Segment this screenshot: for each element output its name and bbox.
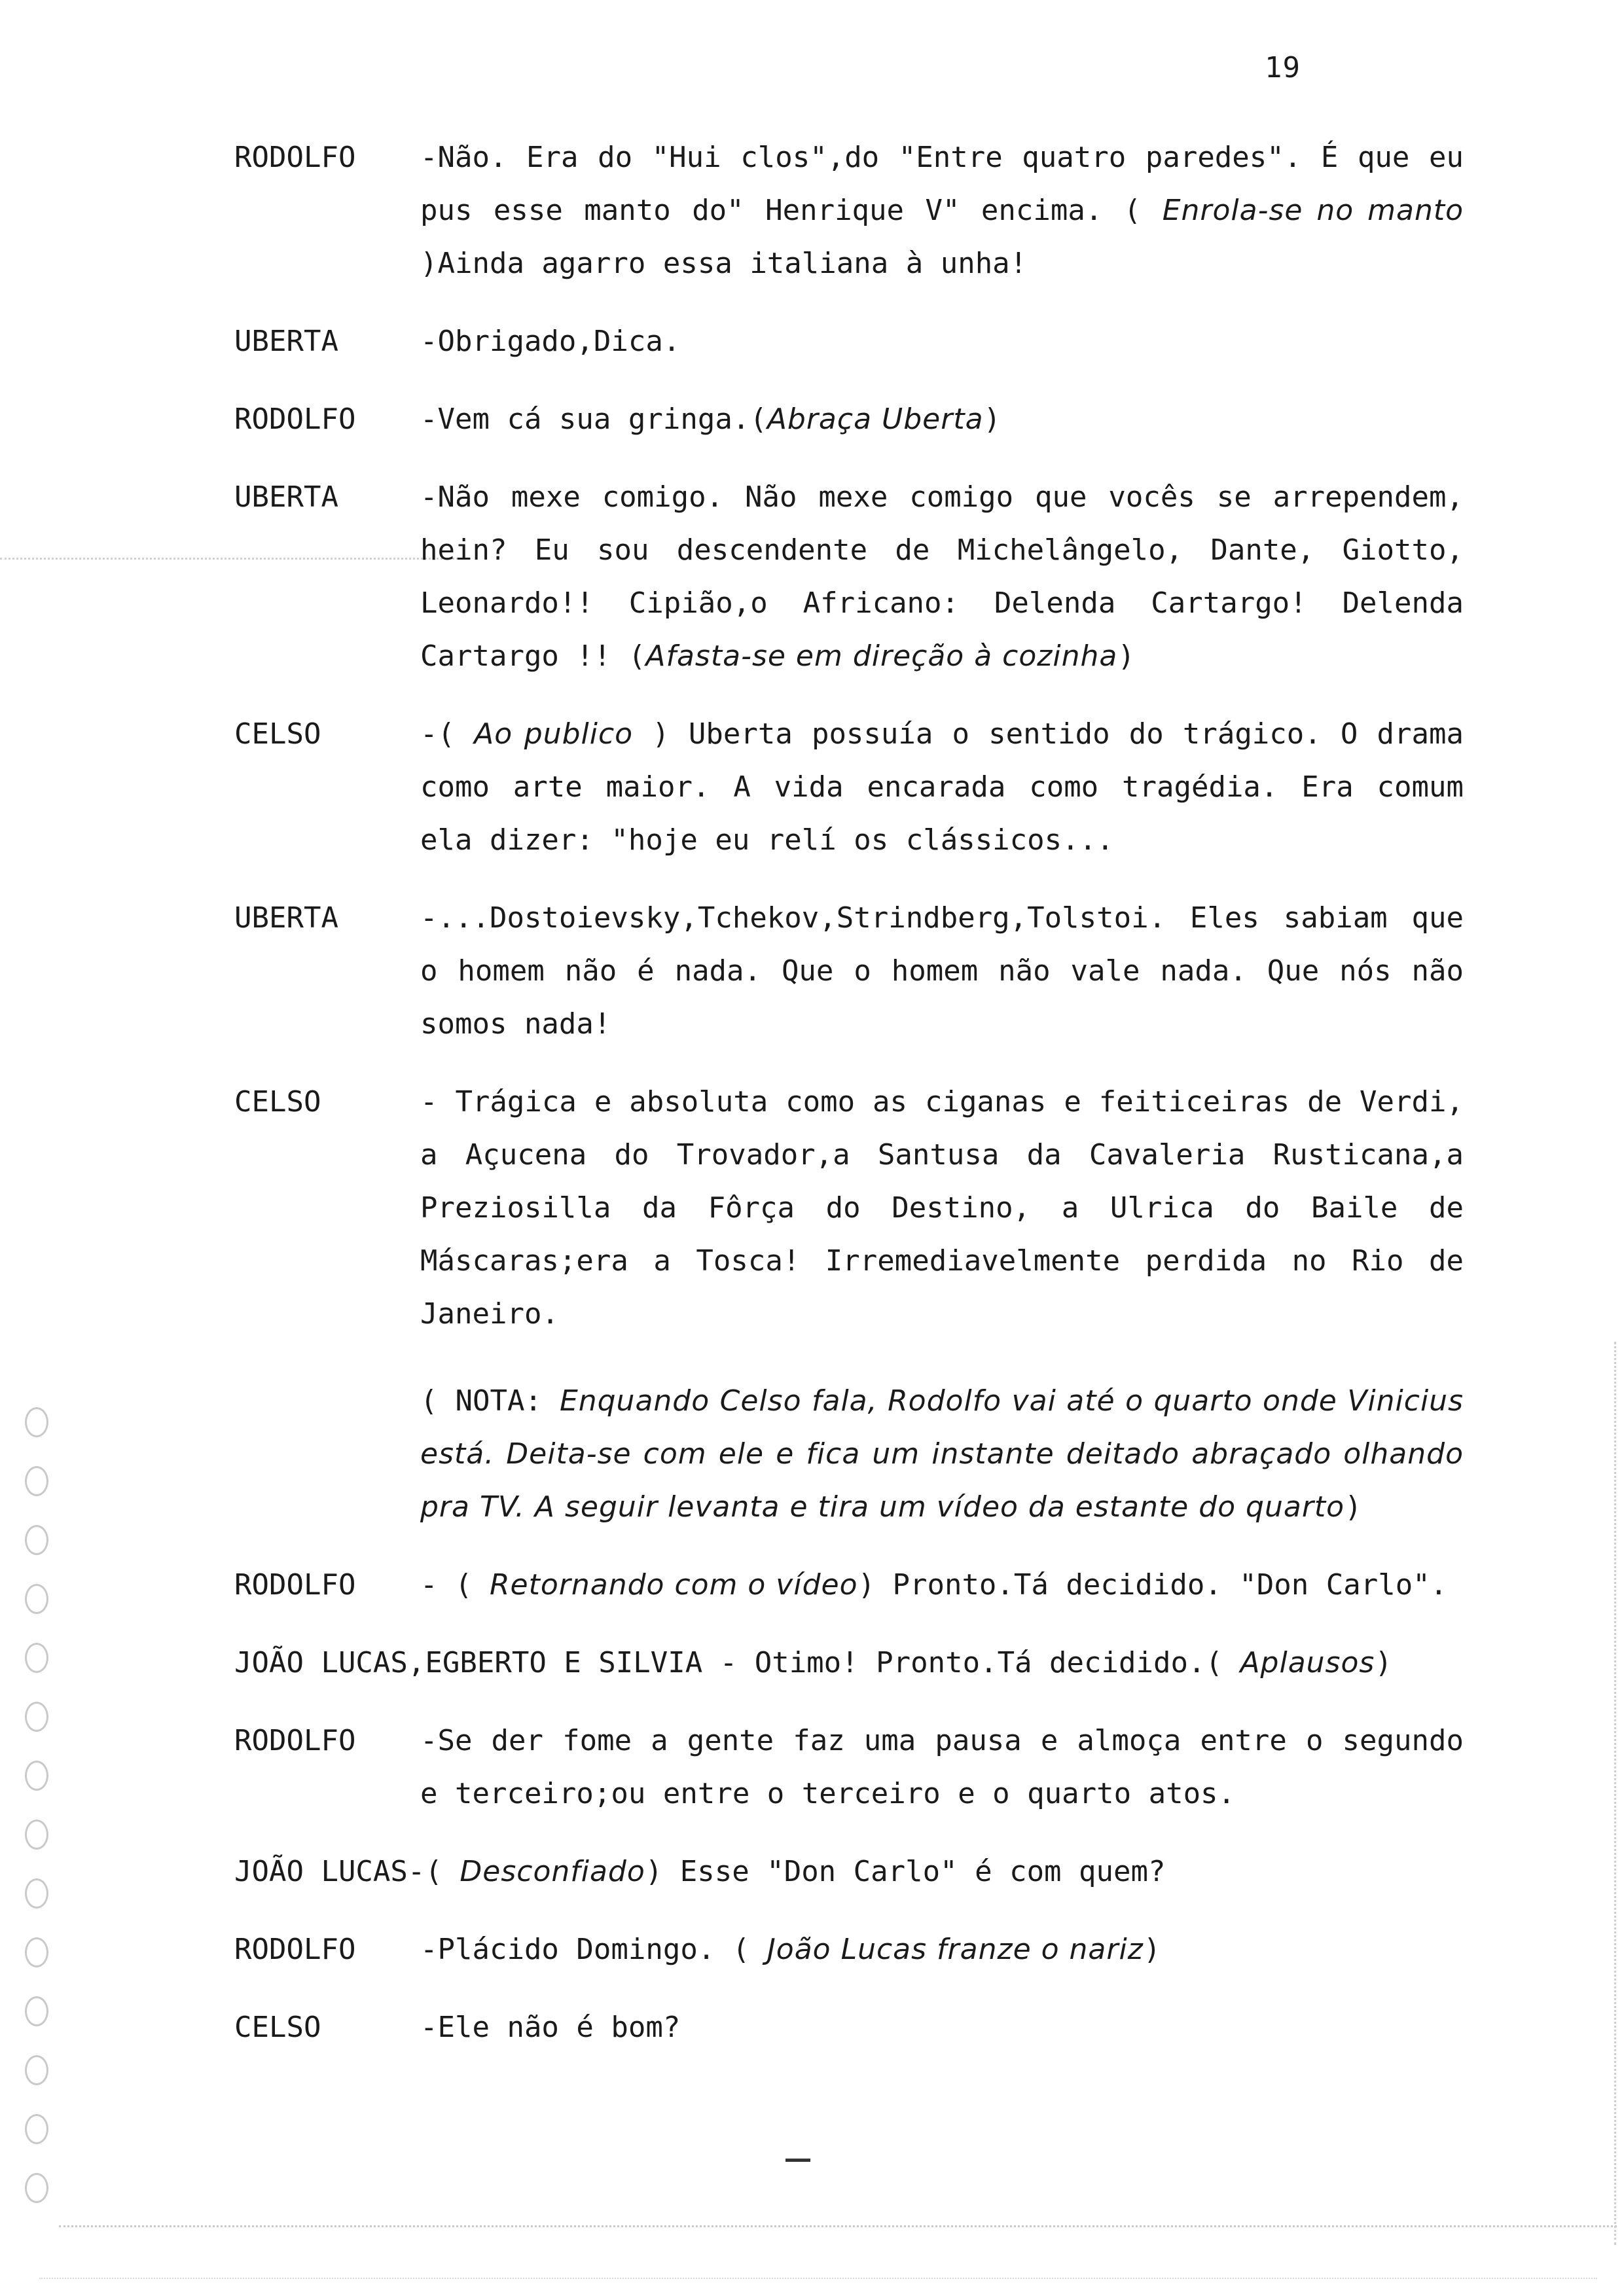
- speech-text: [420, 315, 1464, 368]
- binding-hole: [25, 1525, 48, 1555]
- script-line: [234, 708, 1478, 867]
- binding-hole: [25, 1466, 48, 1496]
- binding-hole: [25, 1584, 48, 1614]
- speech-segment: -Se der fome a gente faz uma pausa e almoça entre o segundo e terceiro;ou entre o terceiro e o quarto atos.: [420, 1724, 1464, 1810]
- page-edge-line: [39, 2278, 1597, 2279]
- binding-hole: [25, 1996, 48, 2026]
- binding-hole: [25, 2114, 48, 2144]
- stage-direction: Enquando Celso fala, Rodolfo vai até o quarto onde Vinicius está. Deita-se com ele e fica um instante deitado abraçado olhando pra TV. A seguir levanta e tira um vídeo da estante do quarto: [420, 1384, 1464, 1524]
- binding-hole: [25, 2173, 48, 2203]
- binding-hole: [25, 1820, 48, 1850]
- speaker-name: CELSO: [234, 1085, 321, 1119]
- speech-segment: ): [1117, 639, 1135, 673]
- stage-direction: Retornando com o vídeo: [489, 1568, 858, 1602]
- speaker-name: RODOLFO: [234, 1933, 356, 1966]
- script-line: [234, 1558, 1478, 1611]
- binding-hole: [25, 2055, 48, 2085]
- speech-segment: -Não. Era do "Hui clos",do "Entre quatro paredes". É que eu pus esse manto do" Henrique V" encima. (: [420, 141, 1464, 227]
- speaker-name: CELSO: [234, 717, 321, 751]
- script-line: [234, 1714, 1478, 1820]
- speech-segment: - (: [420, 1568, 490, 1602]
- script-line: [234, 1636, 1478, 1689]
- script-line: [234, 393, 1478, 446]
- speech-segment: ) Uberta possuía o sentido do trágico. O drama como arte maior. A vida encarada como tragédia. Era comum ela dizer: "hoje eu relí os clássicos...: [420, 717, 1464, 857]
- speaker-name: RODOLFO: [234, 403, 356, 436]
- stage-direction: Desconfiado: [460, 1855, 645, 1888]
- stage-direction: Ao publico: [474, 717, 634, 751]
- script-line: [234, 1075, 1478, 1340]
- binding-hole: [25, 1643, 48, 1673]
- script-body: [234, 131, 1478, 2054]
- speech-segment: JOÃO LUCAS-(: [234, 1855, 460, 1888]
- speech-text: [420, 471, 1464, 683]
- speech-text: [420, 891, 1464, 1050]
- speaker-name: CELSO: [234, 2011, 321, 2044]
- page-edge-line: [1614, 1342, 1616, 2245]
- speech-segment: ) Esse "Don Carlo" é com quem?: [645, 1855, 1166, 1888]
- speech-segment: JOÃO LUCAS,EGBERTO E SILVIA - Otimo! Pronto.Tá decidido.(: [234, 1646, 1240, 1679]
- speech-segment: )Ainda agarro essa italiana à unha!: [420, 247, 1028, 280]
- script-line: [234, 315, 1478, 368]
- ink-mark: [785, 2159, 810, 2162]
- binding-hole: [25, 1878, 48, 1909]
- stage-direction: Enrola-se no manto: [1162, 194, 1464, 227]
- speech-segment: ): [1375, 1646, 1392, 1679]
- speech-segment: -Obrigado,Dica.: [420, 325, 681, 358]
- speech-segment: -Ele não é bom?: [420, 2011, 681, 2044]
- binding-hole: [25, 1761, 48, 1791]
- speech-segment: ): [1143, 1933, 1161, 1966]
- stage-direction: Abraça Uberta: [767, 403, 984, 436]
- binding-hole: [25, 1702, 48, 1732]
- speech-segment: -Plácido Domingo. (: [420, 1933, 767, 1966]
- speaker-name: UBERTA: [234, 901, 338, 935]
- speech-text: [420, 393, 1464, 446]
- script-line: [234, 2001, 1478, 2054]
- script-line: [234, 1845, 1478, 1898]
- page-edge-line: [59, 2225, 1617, 2227]
- speech-text: [420, 1923, 1464, 1976]
- stage-direction: Aplausos: [1240, 1646, 1375, 1679]
- script-line: [234, 131, 1478, 290]
- note-text: [420, 1374, 1464, 1534]
- speech-segment: -...Dostoievsky,Tchekov,Strindberg,Tolstoi. Eles sabiam que o homem não é nada. Que o homem não vale nada. Que nós não somos nada!: [420, 901, 1464, 1041]
- speech-text: [420, 131, 1464, 290]
- binding-hole: [25, 1407, 48, 1437]
- speech-segment: ) Pronto.Tá decidido. "Don Carlo".: [857, 1568, 1448, 1602]
- speech-text: [420, 2001, 1464, 2054]
- page-number: 19: [1265, 51, 1301, 84]
- speaker-name: UBERTA: [234, 325, 338, 358]
- script-line: [234, 1923, 1478, 1976]
- speech-segment: - Trágica e absoluta como as ciganas e feiticeiras de Verdi, a Açucena do Trovador,a Santusa da Cavaleria Rusticana,a Preziosilla da Fôrça do Destino, a Ulrica do Baile de Máscaras;era a Tosca! Irremediavelmente perdida no Rio de Janeiro.: [420, 1085, 1464, 1331]
- speech-text: [420, 1714, 1464, 1820]
- speech-text: [234, 1845, 1478, 1898]
- stage-direction: Afasta-se em direção à cozinha: [645, 639, 1118, 673]
- speaker-name: RODOLFO: [234, 1568, 356, 1602]
- speaker-name: RODOLFO: [234, 1724, 356, 1757]
- speech-text: [420, 1075, 1464, 1340]
- speech-segment: ): [983, 403, 1001, 436]
- stage-note: [234, 1374, 1478, 1534]
- speech-segment: -Não mexe comigo. Não mexe comigo que vocês se arrependem, hein? Eu sou descendente de Michelângelo, Dante, Giotto, Leonardo!! Cipião,o Africano: Delenda Cartargo! Delenda Cartargo !! (: [420, 480, 1464, 673]
- speaker-name: UBERTA: [234, 480, 338, 514]
- speaker-name: RODOLFO: [234, 141, 356, 174]
- stage-direction: João Lucas franze o nariz: [767, 1933, 1144, 1966]
- speech-segment: -Vem cá sua gringa.(: [420, 403, 767, 436]
- script-line: [234, 891, 1478, 1050]
- speech-text: [420, 1558, 1464, 1611]
- binding-hole: [25, 1937, 48, 1967]
- speech-text: [234, 1636, 1478, 1689]
- note-label: ( NOTA:: [420, 1384, 560, 1418]
- script-line: [234, 471, 1478, 683]
- speech-text: [420, 708, 1464, 867]
- speech-segment: ): [1344, 1490, 1362, 1524]
- speech-segment: -(: [420, 717, 475, 751]
